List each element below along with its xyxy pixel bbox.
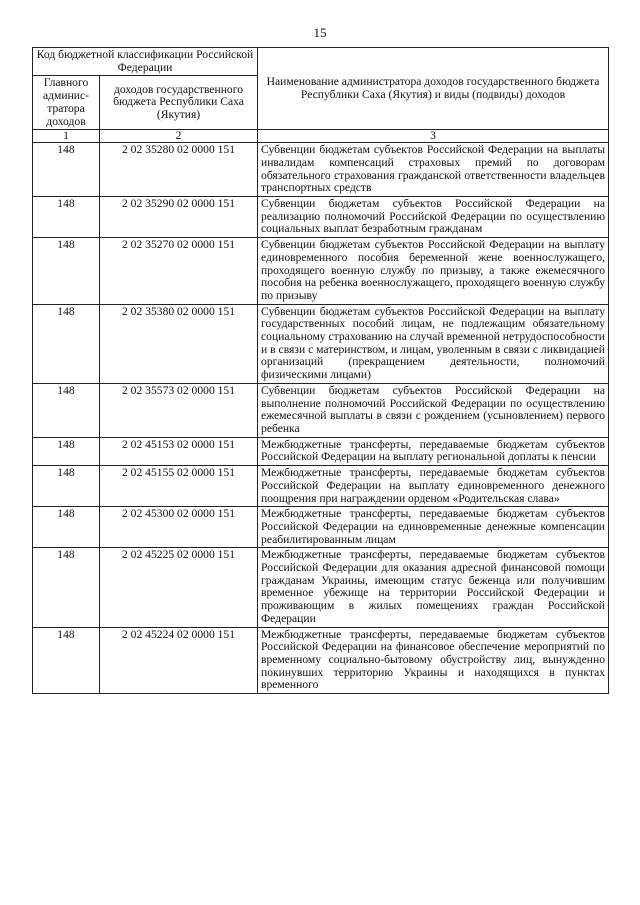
revenue-name-cell: Субвенции бюджетам субъектов Российской Федерации на выплату государственных пособий лицам, не подлежащим обязательному социальному страхованию на случай временной нетрудоспособности и в связи с материнством, и лицам, уволенным в связи с ликвидацией организаций (прекращением деятельности, полномочий физическими лицами) xyxy=(258,304,609,383)
column-number: 3 xyxy=(258,130,609,143)
header-code-column: доходов государственного бюджета Республики Саха (Якутия) xyxy=(100,76,258,130)
revenue-code-cell: 2 02 35280 02 0000 151 xyxy=(100,143,258,197)
table-row xyxy=(33,466,609,507)
admin-code-cell: 148 xyxy=(33,238,100,305)
table-row xyxy=(33,238,609,305)
revenue-name-cell: Межбюджетные трансферты, передаваемые бюджетам субъектов Российской Федерации на финансовое обеспечение мероприятий по временному социально-бытовому обустройству лиц, вынужденно покинувших территорию Украины и находящихся в пунктах временного xyxy=(258,627,609,694)
column-number: 1 xyxy=(33,130,100,143)
header-name-column: Наименование администратора доходов государственного бюджета Республики Саха (Якутия) и виды (подвиды) доходов xyxy=(258,48,609,130)
table-row xyxy=(33,507,609,548)
header-classification-group: Код бюджетной классификации Российской Федерации xyxy=(33,48,258,76)
revenue-name-cell: Субвенции бюджетам субъектов Российской Федерации на выполнение полномочий Российской Федерации по осуществлению ежемесячной выплаты в связи с рождением (усыновлением) первого ребенка xyxy=(258,383,609,437)
revenue-name-cell: Субвенции бюджетам субъектов Российской Федерации на выплату единовременного пособия беременной жене военнослужащего, проходящего военную службу по призыву, а также ежемесячного пособия на ребенка военнослужащего, проходящего военную службу по призыву xyxy=(258,238,609,305)
table-row xyxy=(33,627,609,694)
revenue-name-cell: Межбюджетные трансферты, передаваемые бюджетам субъектов Российской Федерации на единовременные денежные компенсации реабилитированным лицам xyxy=(258,507,609,548)
revenue-code-cell: 2 02 35270 02 0000 151 xyxy=(100,238,258,305)
table-row xyxy=(33,437,609,465)
table-row xyxy=(33,304,609,383)
revenue-code-cell: 2 02 45300 02 0000 151 xyxy=(100,507,258,548)
revenue-code-cell: 2 02 35380 02 0000 151 xyxy=(100,304,258,383)
table-row xyxy=(33,383,609,437)
revenue-name-cell: Межбюджетные трансферты, передаваемые бюджетам субъектов Российской Федерации на выплату единовременного денежного поощрения при награждении орденом «Родительская слава» xyxy=(258,466,609,507)
admin-code-cell: 148 xyxy=(33,507,100,548)
admin-code-cell: 148 xyxy=(33,466,100,507)
revenue-code-cell: 2 02 45224 02 0000 151 xyxy=(100,627,258,694)
header-admin-column: Главного админис-тратора доходов xyxy=(33,76,100,130)
admin-code-cell: 148 xyxy=(33,197,100,238)
table-row xyxy=(33,197,609,238)
column-number: 2 xyxy=(100,130,258,143)
revenue-code-cell: 2 02 35290 02 0000 151 xyxy=(100,197,258,238)
admin-code-cell: 148 xyxy=(33,143,100,197)
revenue-classification-table xyxy=(32,47,609,694)
revenue-name-cell: Субвенции бюджетам субъектов Российской Федерации на реализацию полномочий Российской Федерации по осуществлению социальных выплат безработным гражданам xyxy=(258,197,609,238)
table-row xyxy=(33,143,609,197)
admin-code-cell: 148 xyxy=(33,548,100,627)
table-row xyxy=(33,548,609,627)
revenue-code-cell: 2 02 45155 02 0000 151 xyxy=(100,466,258,507)
revenue-code-cell: 2 02 45225 02 0000 151 xyxy=(100,548,258,627)
revenue-name-cell: Межбюджетные трансферты, передаваемые бюджетам субъектов Российской Федерации для оказания адресной финансовой помощи гражданам Украины, имеющим статус беженца или получившим временное убежище на территории Российской Федерации и проживающим в жилых помещениях граждан Российской Федерации xyxy=(258,548,609,627)
revenue-name-cell: Субвенции бюджетам субъектов Российской Федерации на выплаты инвалидам компенсаций страховых премий по договорам обязательного страхования гражданской ответственности владельцев транспортных средств xyxy=(258,143,609,197)
page-number: 15 xyxy=(313,25,327,40)
column-numbers-row xyxy=(33,130,609,143)
revenue-code-cell: 2 02 35573 02 0000 151 xyxy=(100,383,258,437)
admin-code-cell: 148 xyxy=(33,304,100,383)
admin-code-cell: 148 xyxy=(33,383,100,437)
revenue-code-cell: 2 02 45153 02 0000 151 xyxy=(100,437,258,465)
admin-code-cell: 148 xyxy=(33,627,100,694)
admin-code-cell: 148 xyxy=(33,437,100,465)
revenue-name-cell: Межбюджетные трансферты, передаваемые бюджетам субъектов Российской Федерации на выплату региональной доплаты к пенсии xyxy=(258,437,609,465)
